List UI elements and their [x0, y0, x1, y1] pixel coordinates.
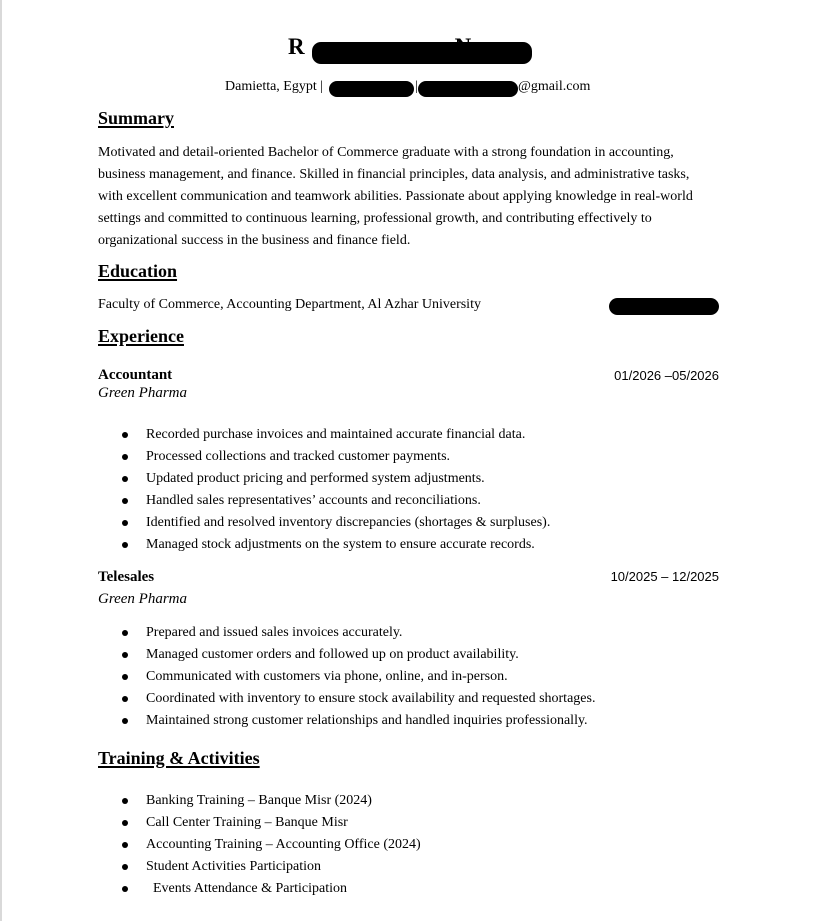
summary-line: settings and committed to continuous learning, professional growth, and contributing effectively to: [98, 211, 652, 226]
phone-redaction: [329, 81, 414, 97]
education-school: Faculty of Commerce, Accounting Department, Al Azhar University: [98, 297, 481, 312]
training-list: [0, 790, 421, 900]
list-item: Call Center Training – Banque Misr: [0, 812, 421, 834]
job-company: Green Pharma: [98, 591, 188, 607]
education-date-redaction: [609, 298, 719, 315]
name-redaction: [312, 42, 532, 64]
job-title: Accountant: [98, 367, 173, 383]
list-item: Student Activities Participation: [0, 856, 421, 878]
experience-heading: Experience: [98, 326, 184, 346]
job-company: Green Pharma: [98, 385, 188, 401]
job-dates: 10/2025 – 12/2025: [610, 569, 719, 584]
location-text: Damietta, Egypt |: [225, 79, 324, 94]
summary-line: business management, and finance. Skilled in financial principles, data analysis, and administrative tasks,: [98, 167, 690, 182]
list-item: Maintained strong customer relationships and handled inquiries professionally.: [0, 710, 595, 732]
training-heading: Training & Activities: [98, 748, 260, 768]
job-title: Telesales: [98, 569, 155, 585]
email-redaction: [418, 81, 518, 97]
list-item: Processed collections and tracked customer payments.: [0, 446, 550, 468]
summary-paragraph: [98, 142, 738, 252]
name-visible-initial: R: [288, 34, 305, 59]
job-bullet-list: [0, 424, 550, 556]
list-item: Managed stock adjustments on the system to ensure accurate records.: [0, 534, 550, 556]
list-item: Identified and resolved inventory discrepancies (shortages & surpluses).: [0, 512, 550, 534]
contact-separator: |: [415, 79, 418, 94]
list-item: Handled sales representatives’ accounts and reconciliations.: [0, 490, 550, 512]
list-item: Banking Training – Banque Misr (2024): [0, 790, 421, 812]
education-heading: Education: [98, 261, 178, 281]
job-bullet-list: [0, 622, 595, 732]
list-item: Updated product pricing and performed system adjustments.: [0, 468, 550, 490]
list-item: Prepared and issued sales invoices accurately.: [0, 622, 595, 644]
summary-line: organizational success in the business and finance field.: [98, 233, 411, 248]
summary-heading: Summary: [98, 108, 174, 128]
summary-line: with excellent communication and teamwork abilities. Passionate about applying knowledge in real-world: [98, 189, 693, 204]
list-item: Accounting Training – Accounting Office (2024): [0, 834, 421, 856]
job-dates: 01/2026 –05/2026: [614, 368, 719, 383]
list-item: Communicated with customers via phone, online, and in-person.: [0, 666, 595, 688]
list-item: Events Attendance & Participation: [0, 878, 421, 900]
list-item: Recorded purchase invoices and maintained accurate financial data.: [0, 424, 550, 446]
list-item: Coordinated with inventory to ensure stock availability and requested shortages.: [0, 688, 595, 710]
email-suffix: @gmail.com: [518, 79, 591, 94]
list-item: Managed customer orders and followed up on product availability.: [0, 644, 595, 666]
summary-line: Motivated and detail-oriented Bachelor of Commerce graduate with a strong foundation in accounting,: [98, 145, 674, 160]
